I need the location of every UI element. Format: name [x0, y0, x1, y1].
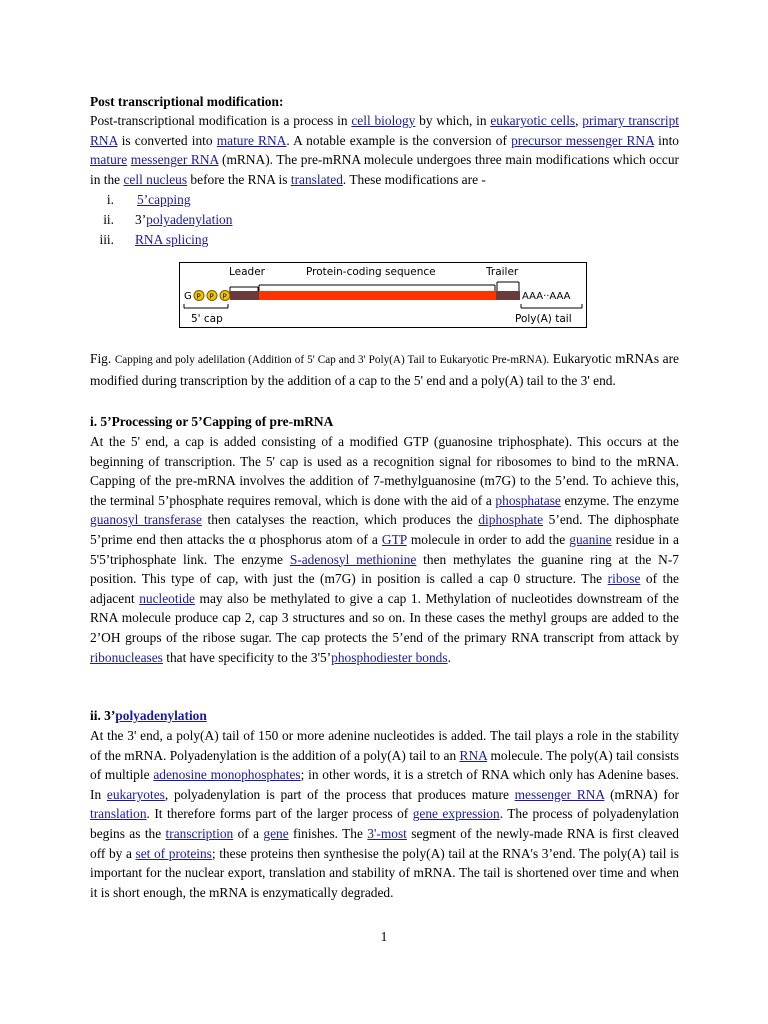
trailer-segment [496, 291, 520, 300]
link-ribose[interactable]: ribose [607, 571, 641, 587]
link-mature-rna[interactable]: mature RNA [216, 132, 287, 148]
coding-sequence-label: Protein-coding sequence [306, 266, 436, 278]
link-guanine[interactable]: guanine [569, 531, 612, 547]
trailer-label: Trailer [486, 266, 519, 278]
leader-segment [230, 291, 259, 300]
mrna-diagram [179, 262, 587, 328]
link-transcription[interactable]: transcription [165, 825, 234, 841]
link-polyadenylation[interactable]: polyadenylation [146, 212, 233, 227]
list-number: i. [106, 192, 114, 207]
link-guanosyl-transferase[interactable]: guanosyl transferase [90, 512, 202, 528]
link-ribonucleases[interactable]: ribonucleases [90, 649, 163, 665]
link-s-adenosyl-methionine[interactable]: S-adenosyl methionine [289, 551, 417, 567]
link-translation[interactable]: translation [90, 806, 147, 822]
link-phosphatase[interactable]: phosphatase [495, 492, 561, 508]
list-number: iii. [99, 232, 114, 247]
section-heading-polyadenylation: ii. 3’polyadenylation [90, 708, 207, 723]
link-rna-splicing[interactable]: RNA splicing [135, 232, 209, 247]
section-heading-capping: i. 5’Processing or 5’Capping of pre-mRNA [90, 414, 334, 429]
phosphate-label: P [196, 292, 201, 301]
page-number: 1 [380, 929, 388, 944]
link-primary-transcript-rna[interactable]: primary transcript RNA [90, 113, 680, 148]
coding-segment [259, 291, 496, 300]
polya-sequence-label: AAA··AAA [522, 291, 571, 302]
link-precursor-messenger-rna[interactable]: precursor messenger RNA [511, 132, 654, 148]
link-3-most[interactable]: 3'-most [367, 825, 407, 841]
link-gene-expression[interactable]: gene expression [412, 806, 500, 822]
link-eukaryotic-cells[interactable]: eukaryotic cells [490, 113, 576, 128]
capping-paragraph: At the 5' end, a cap is added consisting of a modified GTP (guanosine triphosphate). This occurs at the beginning of transcription. The 5' cap is used as a recognition signal for ribosomes to bind to the mRNA. Capping of the pre-mRNA involves the addition of 7-methylguanosine (m7G) to the 5’end. To achieve this, the terminal 5’phosphate requires removal, which is done with the aid of a phosphatase enzyme. The enzyme guanosyl transferase then catalyses the reaction, which produces the diphosphate 5’end. The diphosphate 5’prime end then attacks the α phosphorus atom of a GTP molecule in order to add the guanine residue in a 5'5’triphosphate link. The enzyme S-adenosyl methionine then methylates the guanine ring at the N-7 position. This type of cap, with just the (m7G) in position is called a cap 0 structure. The ribose of the adjacent nucleotide may also be methylated to give a cap 1. Methylation of nucleotides downstream of the RNA molecule produce cap 2, cap 3 structures and so on. In these cases the methyl groups are added to the 2’OH groups of the ribose sugar. The cap protects the 5’end of the primary RNA transcript from attack by ribonucleases that have specificity to the 3'5’phosphodiester bonds. [90, 434, 679, 665]
link-messenger-rna[interactable]: messenger RNA [130, 152, 219, 168]
link-adenosine-monophosphates[interactable]: adenosine monophosphates [153, 767, 301, 783]
intro-paragraph: Post-transcriptional modification is a process in cell biology by which, in eukaryotic cells, primary transcript RNA is converted into mature RNA. A notable example is the conversion of precursor messenger RNA into mature messenger RNA (mRNA). The pre-mRNA molecule undergoes three main modifications which occur in the cell nucleus before the RNA is translated. These modifications are - [90, 113, 680, 187]
link-messenger-rna-2[interactable]: messenger RNA [514, 786, 605, 802]
link-gtp[interactable]: GTP [381, 531, 407, 547]
link-mature[interactable]: mature [90, 152, 128, 168]
link-gene[interactable]: gene [263, 825, 289, 841]
link-translated[interactable]: translated [290, 171, 343, 187]
document-title: Post transcriptional modification: [90, 94, 284, 109]
link-cell-nucleus[interactable]: cell nucleus [123, 171, 188, 187]
polya-tail-label: Poly(A) tail [515, 313, 572, 325]
link-rna[interactable]: RNA [459, 747, 488, 763]
link-diphosphate[interactable]: diphosphate [478, 512, 544, 528]
link-eukaryotes[interactable]: eukaryotes [106, 786, 165, 802]
link-nucleotide[interactable]: nucleotide [139, 590, 195, 606]
leader-label: Leader [229, 266, 266, 278]
phosphate-label: P [222, 292, 227, 301]
cap-label: 5' cap [191, 313, 223, 325]
link-5-capping[interactable]: 5’capping [137, 192, 191, 207]
list-number: ii. [103, 212, 114, 227]
link-polyadenylation-heading[interactable]: polyadenylation [115, 708, 207, 723]
figure-caption: Fig. Capping and poly adelilation (Addition of 5' Cap and 3' Poly(A) Tail to Eukaryotic Pre-mRNA). Eukaryotic mRNAs are modified during transcription by the addition of a cap to the 5' end and a poly(A) tail to the 3' end. [90, 351, 679, 388]
polyadenylation-paragraph: At the 3' end, a poly(A) tail of 150 or more adenine nucleotides is added. The tail plays a role in the stability of the mRNA. Polyadenylation is the addition of a poly(A) tail to an RNA molecule. The poly(A) tail consists of multiple adenosine monophosphates; in other words, it is a stretch of RNA which only has Adenine bases. In eukaryotes, polyadenylation is part of the process that produces mature messenger RNA (mRNA) for translation. It therefore forms part of the larger process of gene expression. The process of polyadenylation begins as the transcription of a gene finishes. The 3'-most segment of the newly-made RNA is first cleaved off by a set of proteins; these proteins then synthesise the poly(A) tail at the RNA's 3’end. The poly(A) tail is important for the nuclear export, translation and stability of mRNA. The tail is shortened over time and when it is short enough, the mRNA is enzymatically degraded. [90, 728, 679, 900]
document-page: Post transcriptional modification: Post-transcriptional modification is a process in cell biology by which, in eukaryotic cells, primary transcript RNA is converted into mature RNA. A notable example is the conversion of precursor messenger RNA into mature messenger RNA (mRNA). The pre-mRNA molecule undergoes three main modifications which occur in the cell nucleus before the RNA is translated. These modifications are - i. 5’capping ii. 3’polyadenylation iii. RNA splicing Leader Protein-coding sequence Trailer G P P P AAA··AAA 5' cap Poly(A) tail Fig. Capping and poly adelilation (Addition of 5' Cap and 3' Poly(A) Tail to Eukaryotic Pre-mRNA). Eukaryotic mRNAs are modified during transcription by the addition of a cap to the 5' end and a poly(A) tail to the 3' end. i. 5’Processing or 5’Capping of pre-mRNA At the 5' end, a cap is added consisting of a modified GTP (guanosine triphosphate). This occurs at the beginning of transcription. The 5' cap is used as a recognition signal for ribosomes to bind to the mRNA. Capping of the pre-mRNA involves the addition of 7-methylguanosine (m7G) to the 5’end. To achieve this, the terminal 5’phosphate requires removal, which is done with the aid of a phosphatase enzyme. The enzyme guanosyl transferase then catalyses the reaction, which produces the diphosphate 5’end. The diphosphate 5’prime end then attacks the α phosphorus atom of a GTP molecule in order to add the guanine residue in a 5'5’triphosphate link. The enzyme S-adenosyl methionine then methylates the guanine ring at the N-7 position. This type of cap, with just the (m7G) in position is called a cap 0 structure. The ribose of the adjacent nucleotide may also be methylated to give a cap 1. Methylation of nucleotides downstream of the RNA molecule produce cap 2, cap 3 structures and so on. In these cases the methyl groups are added to the 2’OH groups of the ribose sugar. The cap protects the 5’end of the primary RNA transcript from attack by ribonucleases that have specificity to the 3'5’phosphodiester bonds. ii. 3’polyadenylation At the 3' end, a poly(A) tail of 150 or more adenine nucleotides is added. The tail plays a role in the stability of the mRNA. Polyadenylation is the addition of a poly(A) tail to an RNA molecule. The poly(A) tail consists of multiple adenosine monophosphates; in other words, it is a stretch of RNA which only has Adenine bases. In eukaryotes, polyadenylation is part of the process that produces mature messenger RNA (mRNA) for translation. It therefore forms part of the larger process of gene expression. The process of polyadenylation begins as the transcription of a gene finishes. The 3'-most segment of the newly-made RNA is first cleaved off by a set of proteins; these proteins then synthesise the poly(A) tail at the RNA's 3’end. The poly(A) tail is important for the nuclear export, translation and stability of mRNA. The tail is shortened over time and when it is short enough, the mRNA is enzymatically degraded. 1 [0, 0, 768, 1024]
link-cell-biology[interactable]: cell biology [351, 113, 416, 128]
link-set-of-proteins[interactable]: set of proteins [135, 845, 212, 861]
guanine-label: G [184, 291, 192, 302]
phosphate-label: P [209, 292, 214, 301]
link-phosphodiester-bonds[interactable]: phosphodiester bonds [331, 649, 448, 665]
